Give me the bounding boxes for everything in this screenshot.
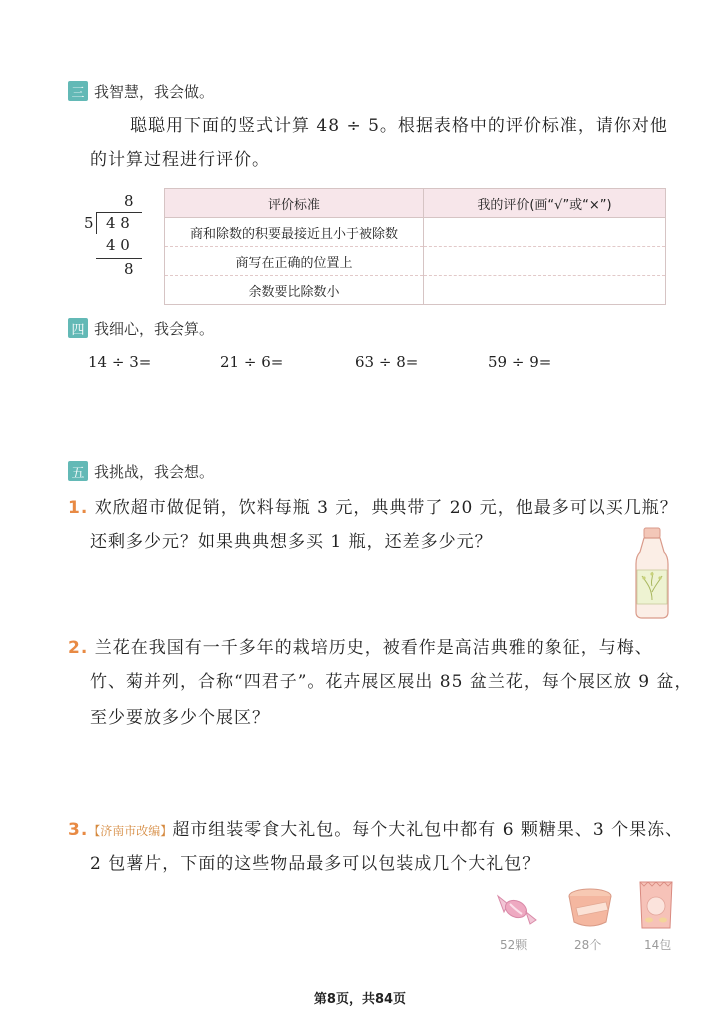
q2-line1: [68, 632, 708, 665]
calc-item-2: 21 ÷ 6=: [220, 353, 284, 371]
q1-number: 1.: [68, 498, 89, 518]
evaluation-cell[interactable]: [424, 276, 666, 305]
section-3-badge: 三: [68, 81, 88, 101]
candy-quantity: 52颗: [500, 938, 528, 952]
chips-quantity: 14包: [644, 938, 672, 952]
q3-text-1: 超市组装零食大礼包。每个大礼包中都有 6 颗糖果、3 个果冻、: [172, 820, 684, 840]
calc-item-1: 14 ÷ 3=: [88, 353, 152, 371]
ld-quotient: 8: [124, 192, 134, 210]
criteria-cell: 商写在正确的位置上: [165, 247, 424, 276]
evaluation-cell[interactable]: [424, 218, 666, 247]
evaluation-cell[interactable]: [424, 247, 666, 276]
table-header-criteria: 评价标准: [165, 189, 424, 218]
jelly-cup-icon: [566, 886, 614, 930]
chips-bag-icon: [638, 878, 674, 932]
table-row: [165, 218, 666, 247]
q2-number: 2.: [68, 638, 89, 658]
evaluation-table: [164, 188, 666, 305]
section-5-badge: 五: [68, 461, 88, 481]
q3-line2: 2 包薯片，下面的这些物品最多可以包装成几个大礼包？: [90, 854, 541, 874]
ld-product: 4 0: [106, 236, 130, 254]
q3-source-tag: 【济南市改编】: [88, 824, 173, 838]
section-4-title: 我细心，我会算。: [94, 319, 215, 338]
q2-line2: 竹、菊并列，合称“四君子”。花卉展区展出 85 盆兰花，每个展区放 9 盆，: [90, 672, 693, 692]
section-4-heading: [68, 317, 214, 339]
section-3-title: 我智慧，我会做。: [94, 82, 215, 101]
s3-text-line1: 聪聪用下面的竖式计算 48 ÷ 5。根据表格中的评价标准，请你对他: [130, 116, 668, 136]
section-5-heading: [68, 460, 214, 482]
q3-line1: [68, 814, 713, 848]
q1-line1: [68, 492, 708, 525]
calc-item-4: 59 ÷ 9=: [488, 353, 552, 371]
table-header-row: [165, 189, 666, 218]
s3-text-line2: 的计算过程进行评价。: [90, 150, 270, 170]
section-5-title: 我挑战，我会想。: [94, 462, 215, 481]
criteria-cell: 商和除数的积要最接近且小于被除数: [165, 218, 424, 247]
q1-line2: 还剩多少元？如果典典想多买 1 瓶，还差多少元？: [90, 532, 493, 552]
table-row: [165, 276, 666, 305]
section-4-badge: 四: [68, 318, 88, 338]
table-header-evaluation: 我的评价(画“√”或“×”): [424, 189, 666, 218]
criteria-cell: 余数要比除数小: [165, 276, 424, 305]
bottle-icon: [632, 526, 672, 620]
ld-bar-2: [96, 258, 142, 259]
ld-bar: [96, 212, 142, 213]
page-footer: 第8页，共84页: [313, 992, 407, 1007]
ld-remainder: 8: [124, 260, 134, 278]
q2-text-1: 兰花在我国有一千多年的栽培历史，被看作是高洁典雅的象征，与梅、: [94, 638, 653, 658]
section-3-heading: [68, 80, 214, 102]
calc-item-3: 63 ÷ 8=: [355, 353, 419, 371]
jelly-quantity: 28个: [574, 938, 602, 952]
ld-dividend: 4 8: [106, 214, 130, 232]
q1-text-1: 欢欣超市做促销，饮料每瓶 3 元，典典带了 20 元，他最多可以买几瓶？: [94, 498, 678, 518]
ld-bracket: [96, 212, 97, 234]
q3-number: 3.: [68, 820, 89, 840]
table-row: [165, 247, 666, 276]
ld-divisor: 5: [84, 214, 94, 232]
q2-line3: 至少要放多少个展区？: [90, 708, 270, 728]
candy-icon: [494, 890, 540, 926]
long-division: [84, 192, 144, 282]
